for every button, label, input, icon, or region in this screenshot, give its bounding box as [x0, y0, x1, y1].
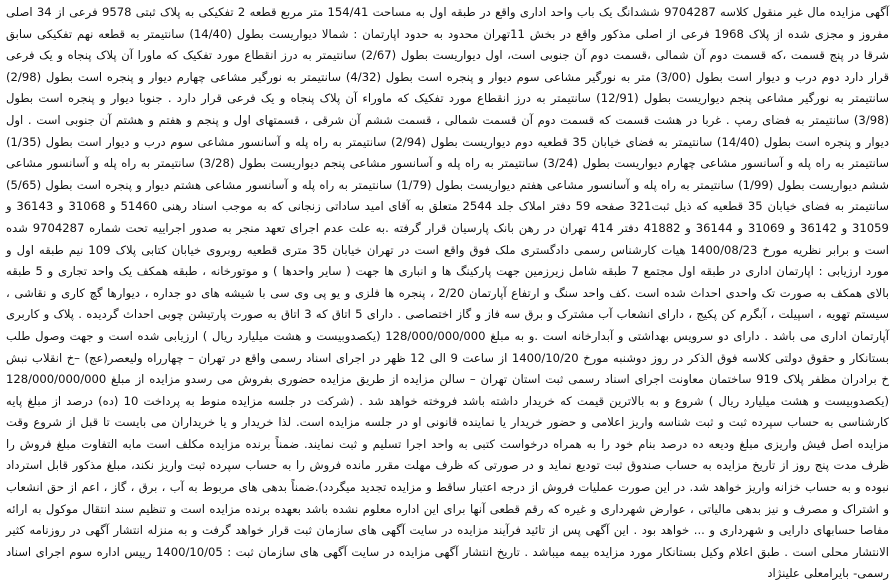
auction-notice-text: آگهی مزایده مال غیر منقول کلاسه 9704287 ششدانگ یک باب واحد اداری واقع در طبقه اول به مساحت 154/41 متر مربع قطعه 2 تفکیکی به پلاک ثبتی 9578 فرعی از 34 اصلی مفروز و مجزی شده از پلاک 1968 فرعی از اصلی مذکور واقع در بخش 11تهران محدود به حدود اپارتمان : شمالا دیواریست بطول (14/40) سانتیمتر به قطعه نهم تفکیکی سابق شرقا در پنج قسمت ،که قسمت دوم آن شمالی ،قسمت دوم آن جنوبی است، اول دیواریست بطول (2/67) سانتیمتر به درز انقطاع مورد تفکیک که ماورا آن پلاک پنجاه و یک فرعی قرار دارد دوم درب و دیوار است بطول (3/00) متر به نورگیر مشاعی سوم دیوار و پنجره است بطول (4/32) سانتیمتر به نورگیر مشاعی چهارم دیوار و پنجره است بطول (2/98) سانتیمتر به نورگیر مشاعی پنجم دیواریست بطول (12/91) سانتیمتر به درز انقطاع مورد تفکیک که ماوراء آن پلاک پنجاه و یک فرعی قرار دارد . جنوبا دیوار و پنجره است بطول (3/98) سانتیمتر به فضای رمپ . غربا در هشت قسمت که قسمت دوم آن قسمت شمالی ، قسمت ششم آن شرقی ، قسمتهای اول و پنجم و هفتم و هشتم آن جنوبی است . اول دیوار و پنجره است بطول (14/40) سانتیمتر به فضای خیابان 35 قطعیه دوم دیواریست بطول (2/94) سانتیمتر به راه پله و آسانسور مشاعی سوم درب و دیوار است بطول (1/35) سانتیمتر به راه پله و آسانسور مشاعی چهارم دیواریست بطول (3/24) سانتیمتر به راه پله و آسانسور مشاعی پنجم دیواریست بطول (3/28) سانتیمتر به راه پله و آسانسور مشاعی ششم دیواریست بطول (1/99) سانتیمتر به راه پله و آسانسور مشاعی هفتم دیواریست بطول (1/79) سانتیمتر به راه پله و آسانسور مشاعی هشتم دیوار و پنجره است بطول (5/65) سانتیمتر به فضای خیابان 35 قطعیه که ذیل ثبت321 صفحه 59 دفتر املاک جلد 2544 متعلق به آقای امید ساداتی زنجانی که به موجب اسناد رهنی 51460 و 31068 و 36143 و 31059 و 36142 و 31069 و 36144 و 41882 دفتر 414 تهران در رهن بانک پارسیان قرار گرفته .به علت عدم اجرای تعهد منجر به صدور اجراییه تحت شماره 9704287 شده است و برابر نظریه مورخ 1400/08/23 هیات کارشناس رسمی دادگستری ملک فوق واقع است در تهران خیابان 35 متری قطعیه روبروی خیابان کتابی پلاک 109 نیم طبقه اول و مورد ارزیابی : اپارتمان اداری در طبقه اول مجتمع 7 طبقه شامل زیرزمین جهت پارکینگ ها و انباری ها جهت ( سایر واحدها ) و موتورخانه ، طبقه همکف یک واحد تجاری و 5 طبقه بالای همکف به صورت تک واحدی احداث شده است .کف واحد سنگ و ارتفاع آپارتمان 2/20 ، پنجره ها فلزی و یو پی وی سی با شیشه های دو جداره ، دیوارها گچ کاری و نقاشی ، سیستم تهویه ، اسپیلت ، آبگرم کن پکیج ، دارای انشعاب آب مشترک و برق سه فاز و گاز اختصاصی . دارای 5 اتاق که 3 اتاق به صورت پارتیشن چوبی احداث گردیده . پلاک و کاربری آپارتمان اداری می باشد . دارای دو سرویس بهداشتی و آبدارخانه است .و به مبلغ 128/000/000/000 (یکصدوبیست و هشت میلیارد ریال ) ارزیابی شده است و جهت وصول طلب بستانکار و حقوق دولتی کلاسه فوق الذکر در روز دوشنبه مورخ 1400/10/20 از ساعت 9 الی 12 ظهر در اجرای اسناد رسمی واقع در تهران – چهارراه ولیعصر(عج) –خ انقلاب نبش خ برادران مظفر پلاک 919 ساختمان معاونت اجرای اسناد رسمی ثبت استان تهران – سالن مزایده از طریق مزایده حضوری بفروش می رسدو مزایده از مبلغ 128/000/000/000 (یکصدوبیست و هشت میلیارد ریال ) شروع و به بالاترین قیمت که خریدار داشته باشد فروخته خواهد شد . (شرکت در جلسه مزایده منوط به پرداخت 10 (ده) درصد از مبلغ پایه کارشناسی به حساب سپرده ثبت و ثبت شناسه واریز اعلامی و حضور خریدار یا نماینده قانونی او در جلسه مزایده است. لذا خریدار و یا خریداران می بایست تا قبل از شروع وقت مزایده اصل فیش واریزی مبلغ ودیعه ده درصد بنام خود را به همراه درخواست کتبی به واحد اجرا تسلیم و ثبت نمایند. ضمناً برنده مزایده مکلف است مابه التفاوت مبلغ فروش را ظرف مدت پنج روز از تاریخ مزایده به حساب صندوق ثبت تودیع نماید و در صورتی که ظرف مهلت مقرر مانده فروش را به حساب سپرده ثبت واریز نکند، مبلغ مذکور قابل استرداد نبوده و به حساب خزانه واریز خواهد شد. در این صورت عملیات فروش از درجه اعتبار ساقط و مزایده تجدید میگردد).ضمناً بدهی های مربوط به آب ، برق ، گاز ، اعم از حق انشعاب و اشتراک و مصرف و نیز بدهی مالیاتی ، عوارض شهرداری و غیره که رقم قطعی آنها برای این اداره معلوم نشده باشد بعهده برنده مزایده است و تنظیم سند انتقال موکول به ارائه مفاصا حسابهای دارایی و شهرداری و ... خواهد بود . این آگهی پس از تائید فرآیند مزایده در سایت آگهی های سازمان ثبت قرار خواهد گرفت و به منزله انتشار آگهی در روزنامه کثیر الانتشار محلی است . طبق اعلام وکیل بستانکار مورد مزایده بیمه میباشد . تاریخ انتشار آگهی مزایده در سایت آگهی های سازمان ثبت : 1400/10/05 رییس اداره سوم اجرای اسناد رسمی- بایرامعلی علینژاد	[6, 5, 890, 581]
